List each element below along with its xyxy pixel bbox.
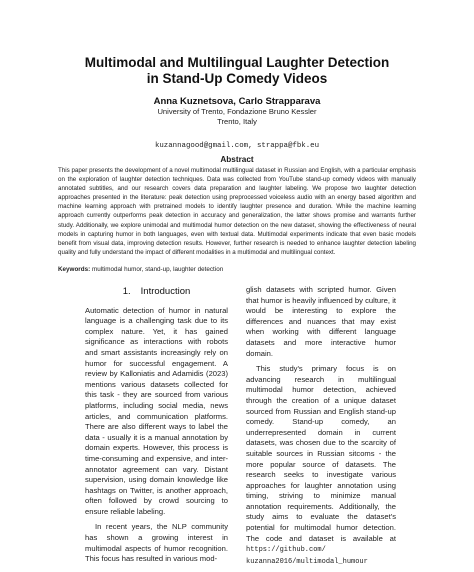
intro-paragraph-2: In recent years, the NLP community has shown a growing interest in multimodal aspects of humor recognition. This focus has resulted in various mod- bbox=[85, 522, 228, 564]
section-title: Introduction bbox=[140, 286, 191, 297]
right-paragraph-2-text: This study's primary focus is on advancing research in multilingual multimodal humor detection, achieved through the creation of a unique dataset sourced from Russian and English stand-up comedy. Stand-up comedy, an underrepresented domain in current datasets, was chosen due to the scarcity of suitable sources in Russian sitcoms - the more popular source of datasets. The research seeks to investigate various approaches for laughter annotation using timing, striving to minimize manual annotation requirements. Additionally, the study aims to evaluate the dataset's potential for multimodal humor detection. The code and dataset is available at bbox=[246, 364, 396, 543]
paper-title-line-2: in Stand-Up Comedy Videos bbox=[146, 71, 328, 86]
keywords-label: Keywords: bbox=[58, 266, 91, 273]
section-heading-introduction bbox=[85, 287, 228, 298]
left-column bbox=[85, 285, 228, 570]
abstract-heading: Abstract bbox=[220, 155, 254, 164]
right-paragraph-2 bbox=[246, 364, 396, 567]
dataset-url-part-1[interactable]: https://github.com/ bbox=[246, 546, 326, 555]
intro-paragraph-1: Automatic detection of humor in natural language is a challenging task due to its complex nature. Yet, it has gained significance as interactions with robots and smart assistants increasingly rely on humor for successful engagement. A review by Kalloniatis and Adamidis (2023) mentions various datasets collected for this task - they are sourced from various platforms, including social media, news articles, and communication platforms. There are also different ways to label the data - usually it is a manual annotation by domain experts. However, this process is time-consuming and expensive, and inter-annotator agreement can vary. Distant supervision, using domain knowledge like hashtags on Twitter, is another approach, often followed by crowd sourcing to ensure reliable labeling. bbox=[85, 305, 228, 516]
paper-title-line-1: Multimodal and Multilingual Laughter Detection bbox=[84, 55, 390, 70]
keywords-text: multimodal humor, stand-up, laughter detection bbox=[91, 266, 224, 273]
right-paragraph-1: glish datasets with scripted humor. Given that humor is heavily influenced by culture, it would be interesting to explore the differences and nuances that may exist when working with different language datasets and more interactive humor domain. bbox=[246, 285, 396, 358]
keywords bbox=[58, 266, 416, 273]
dataset-url-part-2[interactable]: kuzanna2016/multimodal_humour bbox=[246, 557, 368, 566]
affiliation-line-1: University of Trento, Fondazione Bruno Kessler bbox=[157, 107, 317, 116]
affiliation-line-2: Trento, Italy bbox=[217, 117, 257, 126]
paper-authors: Anna Kuznetsova, Carlo Strapparava bbox=[153, 96, 321, 107]
author-emails: kuzannagood@gmail.com, strappa@fbk.eu bbox=[154, 142, 320, 150]
section-number: 1. bbox=[122, 286, 131, 297]
right-column bbox=[246, 285, 396, 572]
abstract-text: This paper presents the development of a novel multimodal multilingual dataset in Russian and English, with a particular emphasis on the exploration of laughter detection techniques. Data was collected from YouTube stand-up comedy videos with manually annotated subtitles, and our research covers data preparation and laughter labeling. We propose two laughter detection approaches presented in the literature: peak detection using preprocessed voiceless audio with an energy based algorithm and machine learning approach with pretrained models to identify laughter presence and duration. While the machine learning approach currently outperforms peak detection in accuracy and generalization, the latter shows promise and warrants further study. Additionally, we explore unimodal and multimodal humor detection on the new dataset, showing the effectiveness of neural models in capturing humor in both languages, even with textual data. Multimodal experiments indicate that even basic models benefit from visual data, improving detection results. However, further research is needed to enhance laughter detection labeling quality and fully understand the impact of different modalities in a multimodal and multilingual context. bbox=[58, 167, 416, 256]
